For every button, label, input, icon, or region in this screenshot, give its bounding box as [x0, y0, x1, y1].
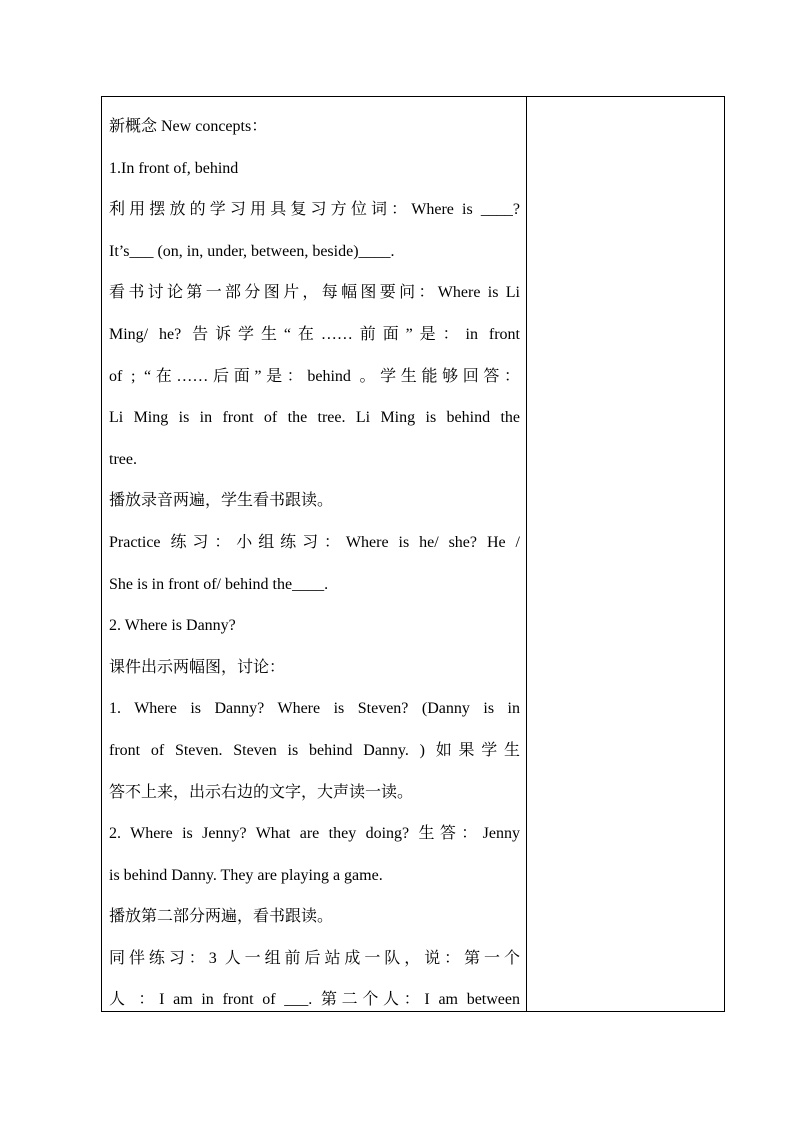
notes-cell [527, 97, 724, 1011]
lesson-line: 看书讨论第一部分图片，每幅图要问：Where is Li [109, 284, 520, 302]
lesson-table [101, 96, 725, 1012]
lesson-line: tree. [109, 450, 137, 468]
lesson-line: 新概念 New concepts： [109, 118, 268, 135]
lesson-line: 答不上来，出示右边的文字，大声读一读。 [109, 783, 414, 801]
lesson-line: Li Ming is in front of the tree. Li Ming is behind the [109, 409, 520, 427]
lesson-line: 利用摆放的学习用具复习方位词：Where is ____? [109, 201, 520, 219]
lesson-line: 1. Where is Danny? Where is Steven? (Danny is in [109, 700, 520, 718]
lesson-line: 1.In front of, behind [109, 159, 239, 177]
lesson-line: 2. Where is Danny? [109, 617, 236, 635]
lesson-line: 2. Where is Jenny? What are they doing? 生答：Jenny [109, 825, 520, 843]
lesson-content-cell [102, 97, 527, 1011]
lesson-line: of ; “在……后面”是：behind 。学生能够回答： [109, 367, 520, 385]
lesson-line: Ming/ he? 告诉学生“在……前面”是：in front [109, 325, 520, 343]
lesson-line: She is in front of/ behind the____. [109, 575, 329, 593]
lesson-line: 播放录音两遍，学生看书跟读。 [109, 492, 334, 510]
lesson-line: It’s___ (on, in, under, between, beside)____. [109, 242, 395, 260]
lesson-line: 人 ：I am in front of ___. 第二个人：I am between [109, 991, 520, 1009]
lesson-line: 课件出示两幅图，讨论： [109, 658, 286, 676]
lesson-line: Practice 练习：小组练习：Where is he/ she? He / [109, 533, 520, 551]
lesson-line: is behind Danny. They are playing a game. [109, 866, 383, 884]
lesson-line: 同伴练习：3 人一组前后站成一队，说：第一个 [109, 949, 520, 967]
lesson-line: front of Steven. Steven is behind Danny. ) 如果学生 [109, 741, 520, 759]
lesson-line: 播放第二部分两遍，看书跟读。 [109, 908, 334, 926]
